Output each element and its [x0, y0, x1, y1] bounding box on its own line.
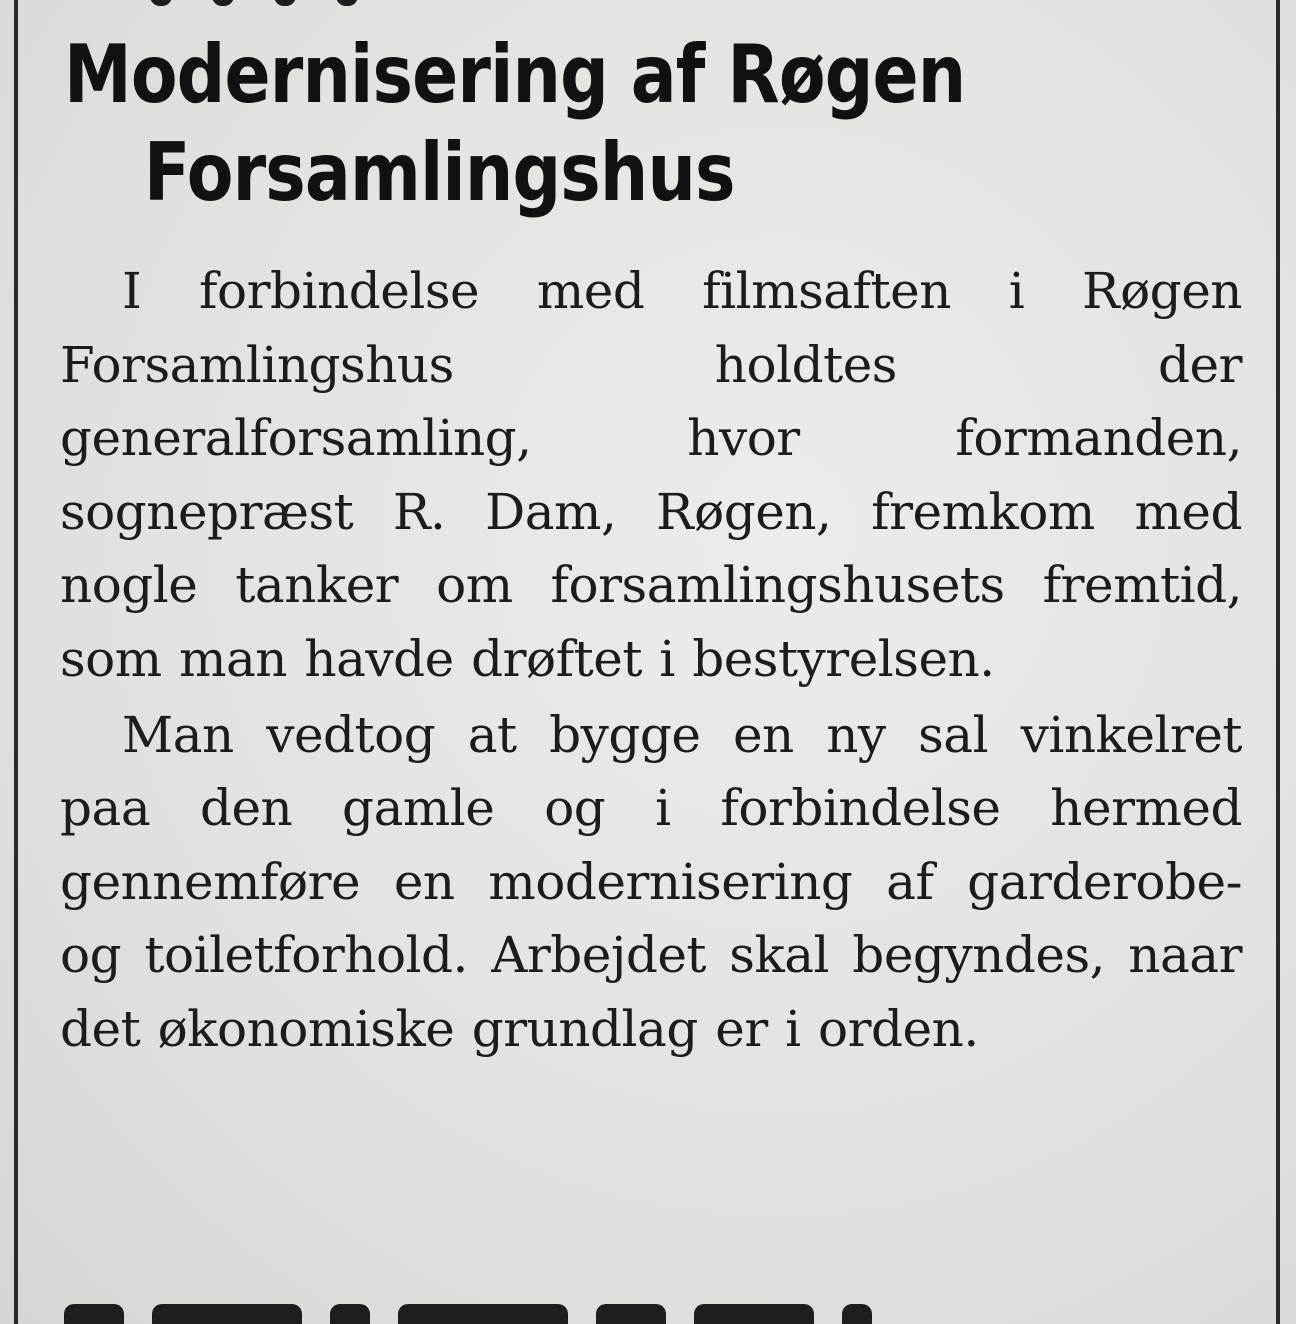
article-paragraph-1: I forbindelse med filmsaften i Røgen Forsamlingshus holdtes der generalforsamling, hvor formanden, sognepræst R. Dam, Røgen, fremkom med nogle tanker om forsamlingshusets fremtid, som man havde drøftet i bestyrelsen.	[60, 262, 1242, 688]
cropped-previous-headline	[150, 0, 430, 6]
cropped-next-headline	[64, 1304, 1164, 1324]
article-body	[60, 255, 1242, 1067]
article-headline	[64, 26, 1067, 222]
column-rule-right	[1276, 0, 1280, 1324]
headline-line-2: Forsamlingshus	[143, 126, 735, 219]
column-rule-left	[14, 0, 18, 1324]
article-paragraph-2: Man vedtog at bygge en ny sal vinkelret paa den gamle og i forbindelse hermed gennemføre en modernisering af garderobe- og toiletforhold. Arbejdet skal begyndes, naar det økonomiske grundlag er i orden.	[60, 705, 1242, 1058]
headline-line-1: Modernisering af Røgen	[64, 28, 966, 121]
